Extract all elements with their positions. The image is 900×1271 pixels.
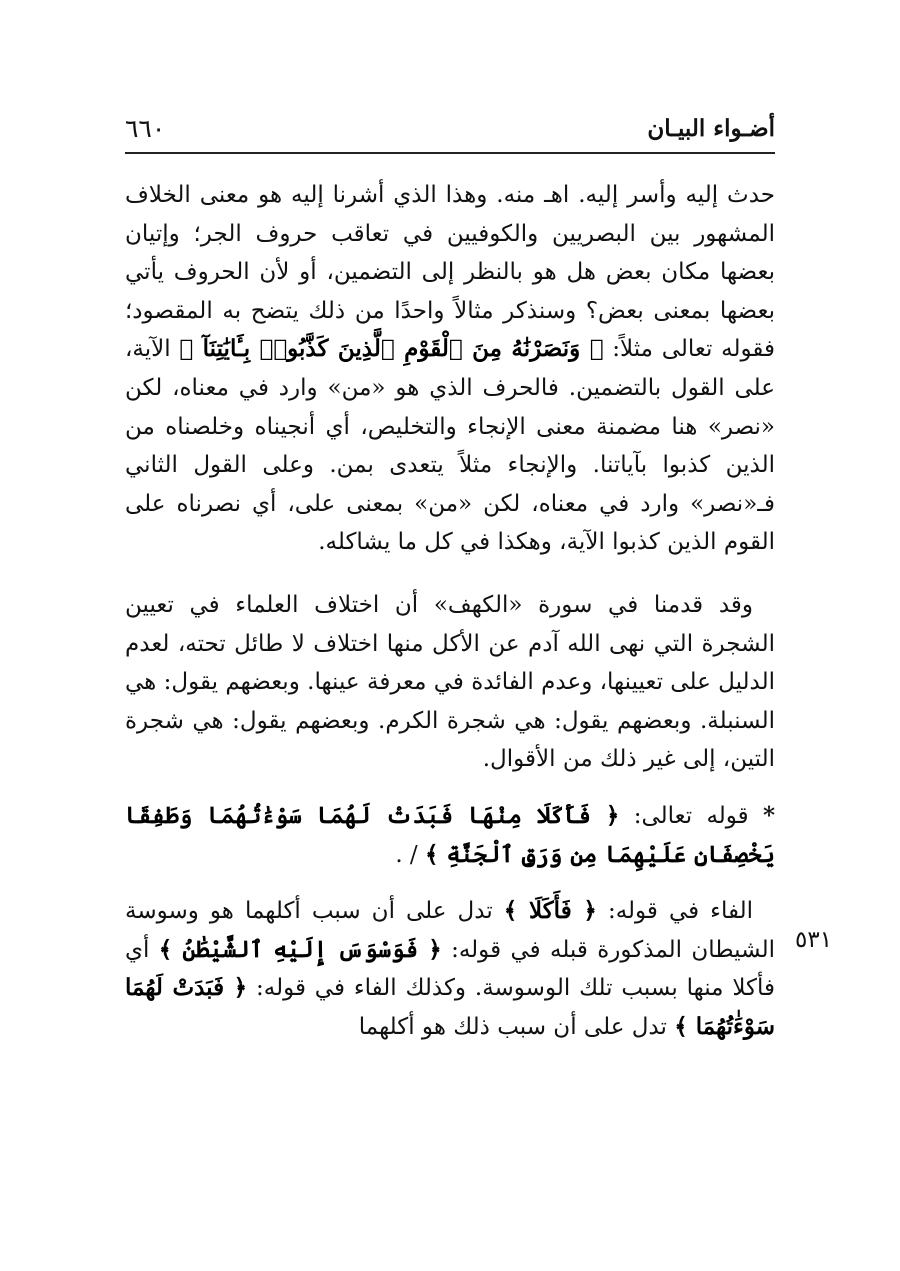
paragraph-4	[125, 892, 775, 1046]
main-text	[125, 176, 775, 1046]
star-marker-icon: *	[763, 801, 776, 829]
verse-heading	[125, 797, 775, 874]
paragraph-1-text-a: حدث إليه وأسر إليه. اهـ منه. وهذا الذي أشرنا إليه هو معنى الخلاف المشهور بين البصريين والكوفيين في تعاقب حروف الجر؛ وإتيان بعضها مكان بعض هل هو بالنظر إلى التضمين، أو لأن الحروف يأتي بعضها بمعنى بعض؟ وسنذكر مثالاً واحدًا من ذلك يتضح به المقصود؛ فقوله تعالى مثلاً:	[125, 182, 776, 363]
paragraph-1-text-b: الآية، على القول بالتضمين. فالحرف الذي هو «من» وارد في معناه، لكن «نصر» هنا مضمنة معنى الإنجاء والتخليص، أي أنجيناه وخلصناه من الذين كذبوا بآياتنا. والإنجاء مثلاً يتعدى بمن. وعلى القول الثاني فـ«نصر» وارد في معناه، لكن «من» بمعنى على، أي نصرناه على القوم الذين كذبوا الآية، وهكذا في كل ما يشاكله.	[125, 336, 775, 556]
paragraph-spacer	[125, 779, 775, 797]
paragraph-4-text-c: أي فأكلا منها بسبب تلك الوسوسة. وكذلك الفاء في قوله:	[125, 936, 776, 1002]
paragraph-4-text-b: تدل على أن سبب أكلهما هو وسوسة الشيطان المذكورة قبله في قوله:	[125, 898, 776, 963]
quran-verse-1: ﴿ وَنَصَرْنَٰهُ مِنَ ٱلْقَوْمِ ٱلَّذِينَ كَذَّبُوا۟ بِـَٔايَٰتِنَآ ﴾	[179, 335, 604, 363]
page-header	[125, 112, 775, 148]
paragraph-2	[125, 586, 775, 779]
quran-verse-3: ﴿ فَأَكَلَا ﴾	[503, 897, 597, 925]
paragraph-2-text: وقد قدمنا في سورة «الكهف» أن اختلاف العلماء في تعيين الشجرة التي نهى الله آدم عن الأكل منها اختلاف لا طائل تحته، لعدم الدليل على تعيينها، وعدم الفائدة في معرفة عينها. وبعضهم يقول: هي السنبلة. وبعضهم يقول: هي شجرة الكرم. وبعضهم يقول: هي شجرة التين، إلى غير ذلك من الأقوال.	[125, 591, 775, 773]
paragraph-spacer	[125, 874, 775, 892]
quran-verse-2: ﴿ فَأَكَلَا مِنْهَا فَبَدَتْ لَهُمَا سَوْءَٰتُهُمَا وَطَفِقَا يَخْصِفَانِ عَلَيْهِمَا مِن وَرَقِ ٱلْجَنَّةِ ﴾	[125, 801, 775, 868]
verse-heading-end: / .	[395, 841, 418, 868]
quran-verse-4: ﴿ فَوَسْوَسَ إِلَيْهِ ٱلشَّيْطَٰنُ ﴾	[158, 935, 442, 963]
paragraph-4-text-a: الفاء في قوله:	[607, 898, 754, 925]
margin-reference-number: ٥٣١	[795, 927, 833, 953]
page-number: ٦٦٠	[125, 114, 166, 143]
header-divider	[125, 152, 775, 154]
paragraph-spacer	[125, 562, 775, 586]
verse-heading-intro: قوله تعالى:	[633, 802, 749, 829]
running-title: أضـواء البيـان	[647, 115, 775, 142]
paragraph-4-text-d: تدل على أن سبب ذلك هو أكلهما	[358, 1013, 667, 1040]
quran-verse-5: ﴿ فَبَدَتْ لَهُمَا سَوْءَٰتُهُمَا ﴾	[125, 974, 775, 1040]
paragraph-1	[125, 176, 775, 562]
